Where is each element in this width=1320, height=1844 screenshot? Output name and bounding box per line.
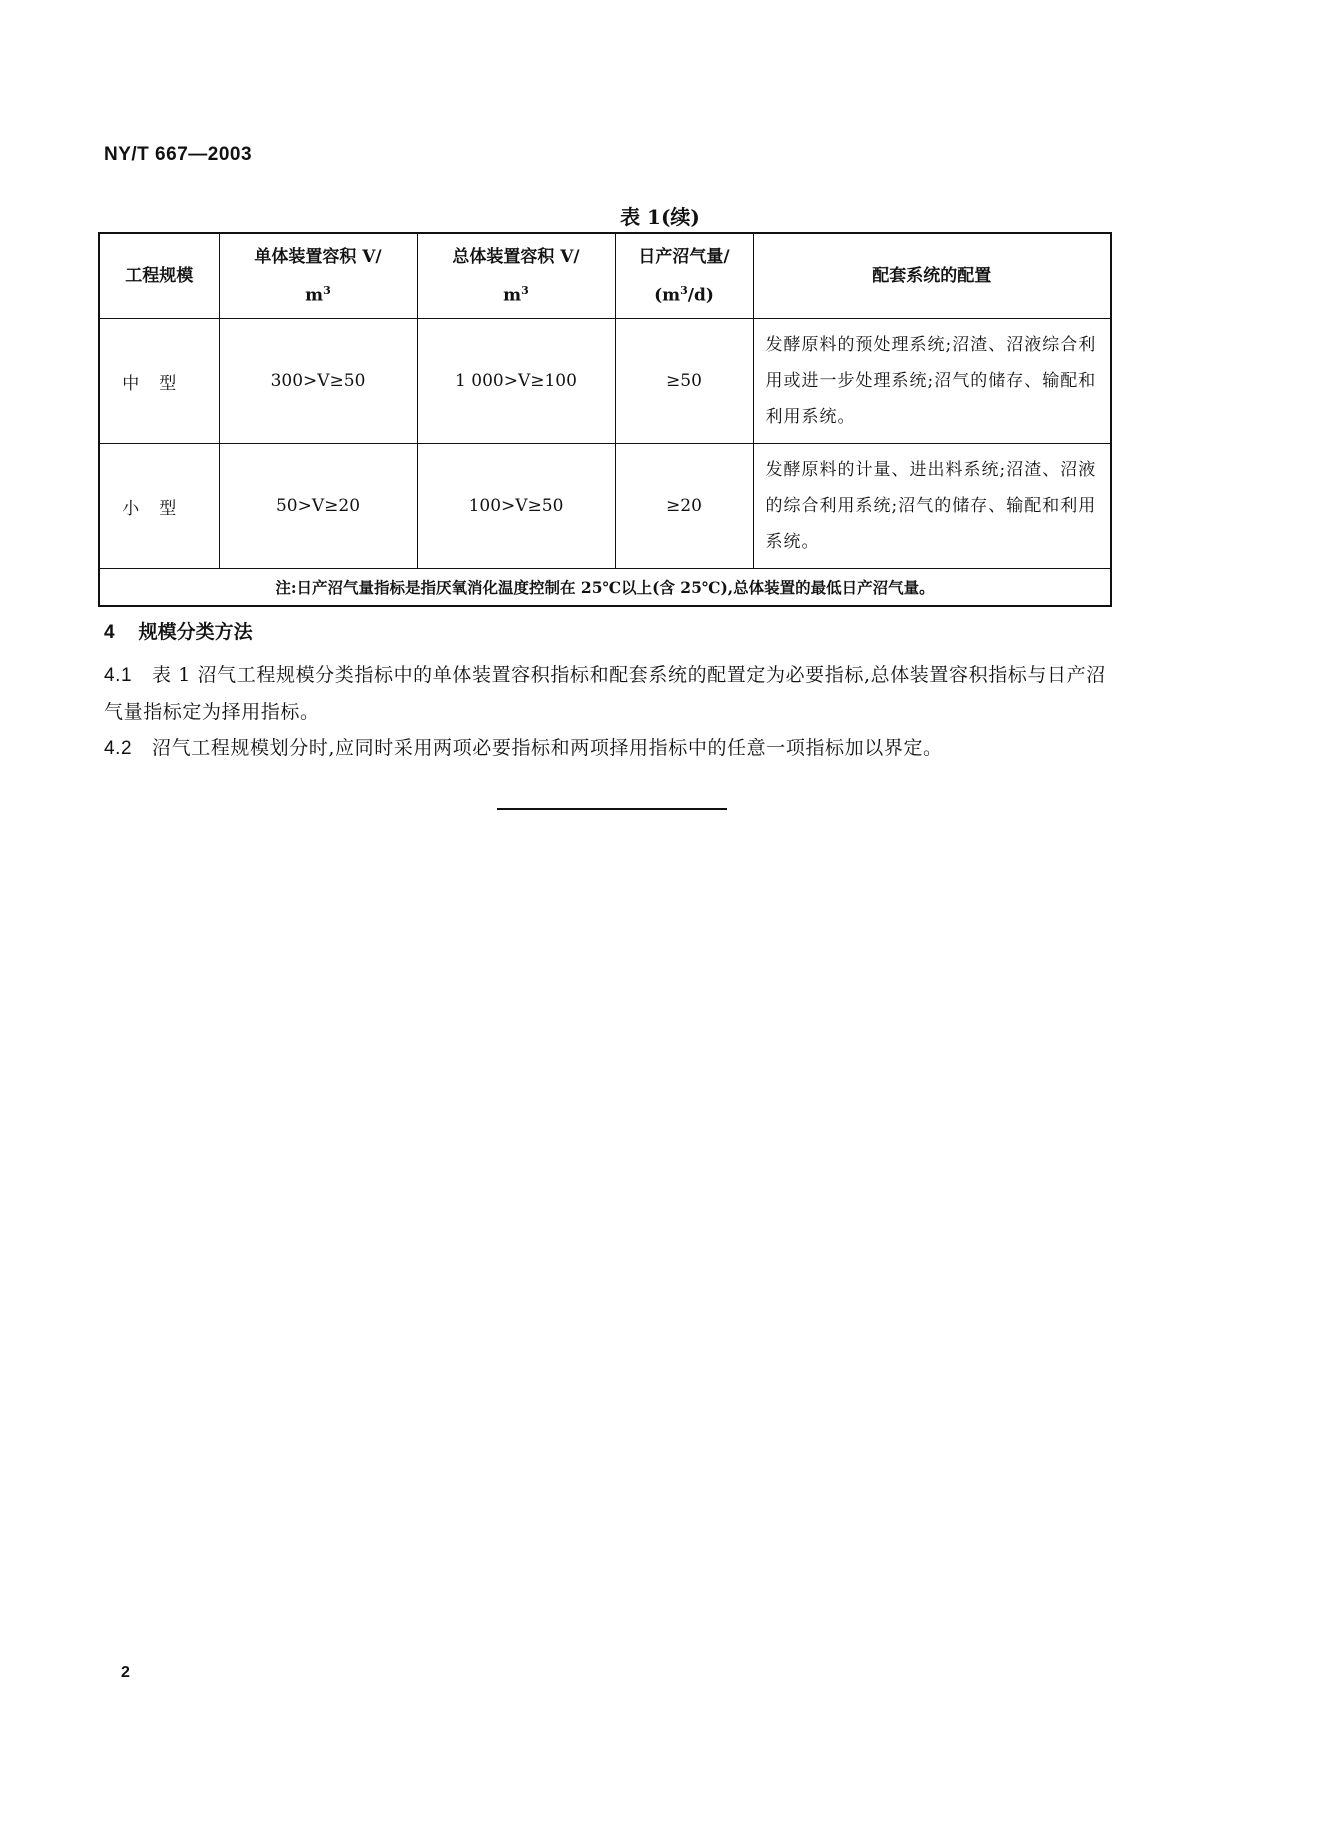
- cell-daily-gas: ≥20: [615, 444, 753, 569]
- clause-text: 表 1 沼气工程规模分类指标中的单体装置容积指标和配套系统的配置定为必要指标,总体装置容积指标与日产沼气量指标定为择用指标。: [104, 664, 1106, 723]
- section-number: 4: [104, 622, 115, 643]
- clause-number: 4.1: [104, 665, 133, 686]
- header-daily-gas-unit-b: /d): [687, 285, 714, 306]
- cell-system-config: 发酵原料的预处理系统;沼渣、沼液综合利用或进一步处理系统;沼气的储存、输配和利用系统。: [753, 319, 1111, 444]
- table-row: [99, 444, 1111, 569]
- section-title: 规模分类方法: [138, 621, 253, 643]
- header-total-volume-unit: m: [503, 285, 522, 306]
- header-total-volume-sup: 3: [521, 283, 529, 297]
- header-unit-volume-unit: m: [305, 285, 324, 306]
- end-of-document-rule: [497, 808, 727, 810]
- cell-daily-gas: ≥50: [615, 319, 753, 444]
- cell-scale: 中型: [99, 319, 219, 444]
- header-daily-gas-unit-a: (m: [654, 285, 681, 306]
- section-heading: [104, 617, 253, 644]
- header-unit-volume-line1: 单体装置容积 V/: [254, 246, 382, 267]
- cell-unit-volume: 50>V≥20: [219, 444, 417, 569]
- header-daily-gas-sup: 3: [680, 283, 688, 297]
- header-total-volume: [417, 233, 615, 319]
- header-unit-volume-sup: 3: [323, 283, 331, 297]
- header-scale: 工程规模: [99, 233, 219, 319]
- cell-scale: 小型: [99, 444, 219, 569]
- header-total-volume-line1: 总体装置容积 V/: [452, 246, 580, 267]
- clause-4-2: [104, 730, 1114, 767]
- document-code: NY/T 667—2003: [104, 144, 253, 165]
- cell-system-config: 发酵原料的计量、进出料系统;沼渣、沼液的综合利用系统;沼气的储存、输配和利用系统。: [753, 444, 1111, 569]
- table-caption: 表 1(续): [620, 205, 700, 229]
- header-unit-volume: [219, 233, 417, 319]
- table-note: 注:日产沼气量指标是指厌氧消化温度控制在 25℃以上(含 25℃),总体装置的最低日产沼气量。: [99, 569, 1111, 607]
- table-row: [99, 319, 1111, 444]
- clause-number: 4.2: [104, 738, 133, 759]
- page-number: 2: [121, 1664, 130, 1681]
- cell-unit-volume: 300>V≥50: [219, 319, 417, 444]
- clause-4-1: [104, 657, 1114, 730]
- clause-text: 沼气工程规模划分时,应同时采用两项必要指标和两项择用指标中的任意一项指标加以界定。: [152, 737, 943, 759]
- header-daily-gas: [615, 233, 753, 319]
- cell-total-volume: 100>V≥50: [417, 444, 615, 569]
- header-daily-gas-line1: 日产沼气量/: [638, 246, 730, 267]
- table-header-row: [99, 233, 1111, 319]
- header-system-config: 配套系统的配置: [753, 233, 1111, 319]
- table-note-row: [99, 569, 1111, 607]
- scale-classification-table: [98, 232, 1112, 607]
- cell-total-volume: 1 000>V≥100: [417, 319, 615, 444]
